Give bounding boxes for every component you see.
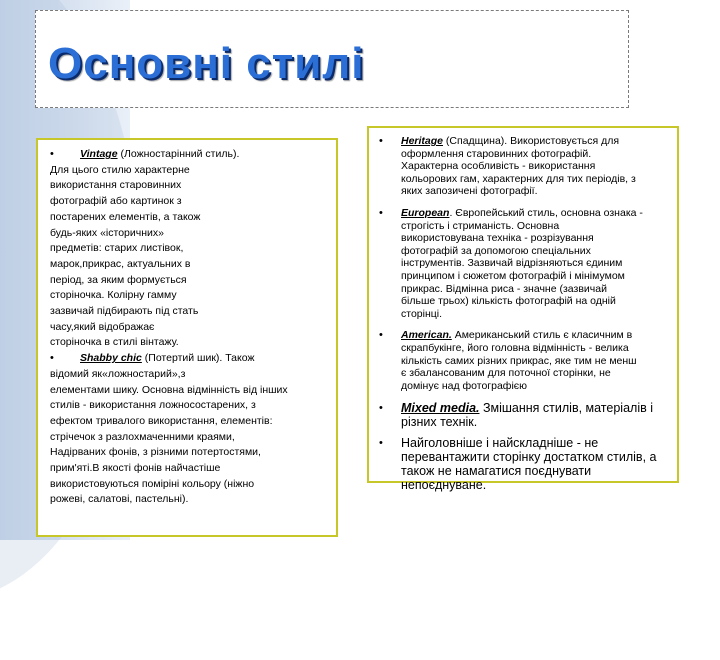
mixed-media-line: Змішання стилів, матеріалів і [479,401,653,416]
title-box [35,10,629,108]
vintage-term: Vintage [80,148,118,160]
bullet-icon: • [379,329,383,342]
vintage-line: фотографій або картинок з [50,195,182,208]
bullet-icon: • [50,148,54,160]
page-title: Основні стилі [48,39,365,88]
right-text-panel [367,126,679,493]
shabby-line: відомий як«ложностарий»,з [50,367,186,380]
european-line: строгість і стриманість. Основна [401,219,560,232]
american-line: Американський стиль є класичним в [451,329,633,342]
vintage-line: використання старовинних [50,179,182,192]
vintage-block [50,147,326,163]
vintage-line: постарених елементів, а також [50,210,201,223]
heritage-line: оформлення старовинних фотографій. [401,147,592,160]
heritage-item [376,135,669,198]
american-line: кількість самих різних прикрас, яке тим не менш [401,354,637,367]
shabby-line: ефектом тривалого використання, елементів: [50,414,273,427]
european-line: прикрас. Відмінна риса - значне (зазвичай [401,282,607,295]
european-item [376,207,669,320]
vintage-line: Для цього стилю характерне [50,163,190,176]
european-line: фотографій за допомогою спеціальних [401,244,591,257]
vintage-line: (Ложностарінний стиль). [117,148,240,160]
shabby-line: Надірваних фонів, з різними потертостями, [50,446,261,459]
shabby-line: прим'яті.В якості фонів найчастіше [50,462,221,475]
heritage-term: Heritage [401,135,444,147]
bullet-icon: • [379,135,383,147]
bullet-icon: • [379,206,383,219]
vintage-line: сторіночка. Колірну гамму [50,289,177,302]
european-line: інструментів. Зазвичай відрізняються єдиним [401,257,623,270]
european-line: використовувана техніка - розрізування [401,232,594,245]
heritage-line: (Спадщина). Використовується для [443,135,620,147]
important-line: перевантажити сторінку достатком стилів, а [401,450,657,465]
shabby-line: елементами шику. Основна відмінність від інших [50,383,288,396]
bullet-icon: • [379,437,383,450]
european-line: . Європейський стиль, основна ознака - [449,206,643,219]
american-item [376,329,669,392]
bullet-icon: • [50,352,54,365]
left-text-panel [36,138,338,537]
european-line: більше трьох) кількість фотографій на одній [401,295,616,308]
important-item [376,436,669,492]
important-line: також не намагатися поєднувати [401,464,592,479]
european-term: European [401,206,450,219]
vintage-line: період, за яким формується [50,273,187,286]
shabby-line: використовуються поміріні кольору (ніжно [50,477,255,490]
heritage-line: кольорових гам, характерних для тих періодів, з [401,172,636,185]
heritage-line: Характерна особливість - використання [401,160,596,173]
vintage-line: зазвичай підбирають під стать [50,305,199,318]
vintage-line: предметів: старих листівок, [50,242,184,255]
important-line: Найголовніше і найскладніше - не [401,436,599,451]
european-line: сторінці. [401,307,443,320]
american-line: домінує над фотографією [401,379,528,392]
american-line: скрапбукінге, його головна відмінність - велика [401,341,629,354]
mixed-media-term: Mixed media. [401,401,480,416]
important-line: непоєднуване. [401,478,487,493]
bullet-icon: • [379,402,383,415]
vintage-line: марок,прикрас, актуальних в [50,257,191,270]
american-line: є збалансованим для поточної сторінки, не [401,367,611,380]
shabby-line: стилів - використання ложносостарених, з [50,399,256,412]
vintage-line: сторіночка в стилі вінтажу. [50,336,179,349]
shabby-line: (Потертий шик). Також [141,352,255,365]
shabby-block [50,351,326,367]
shabby-line: стрічечок з разлохмаченними краями, [50,430,235,443]
vintage-line: часу,який відображає [50,320,155,333]
vintage-line: будь-яких «історичних» [50,226,164,239]
mixed-media-item [376,401,669,429]
shabby-term: Shabby chic [80,352,142,365]
shabby-line: рожеві, салатові, пастельні). [50,493,189,506]
european-line: принципом і сюжетом фотографій і мінімумом [401,269,625,282]
american-term: American. [401,329,452,342]
mixed-media-line: різних технік. [401,415,478,430]
heritage-line: яких запозичені фотографії. [401,185,538,198]
